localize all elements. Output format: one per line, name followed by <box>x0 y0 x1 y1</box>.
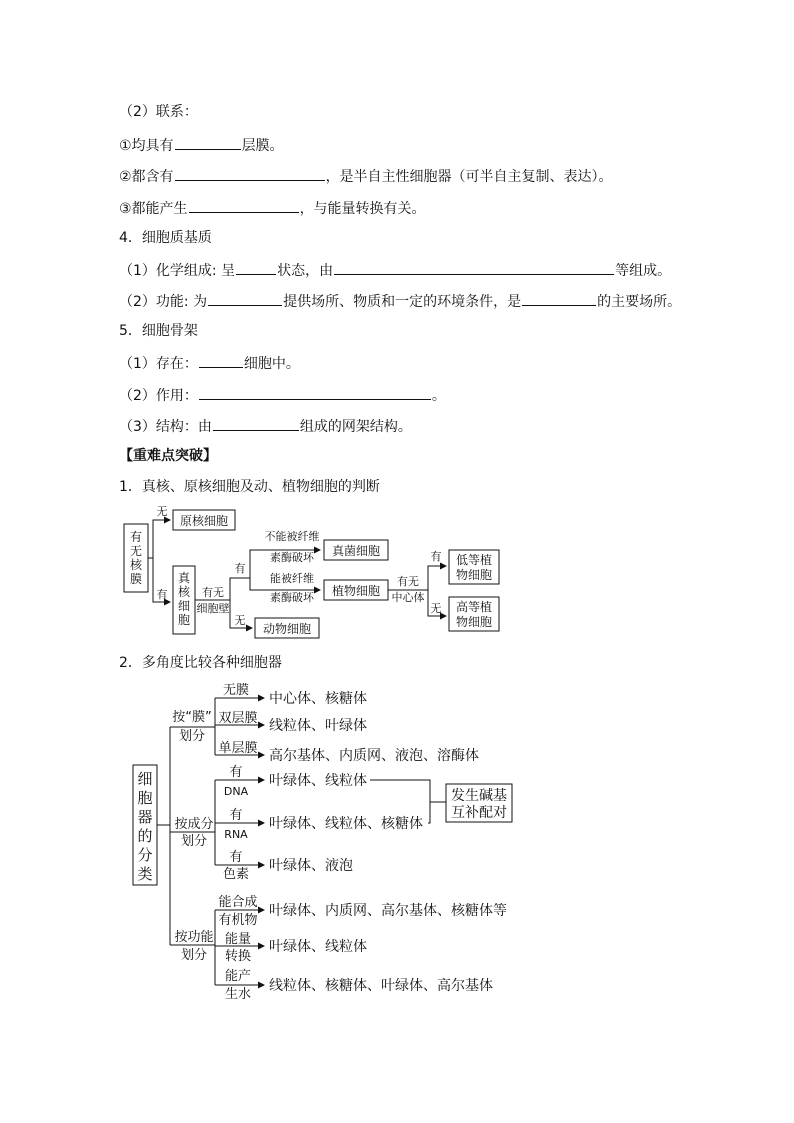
group-composition: 按成分 <box>174 817 214 832</box>
root-label: 胞 <box>137 789 153 807</box>
answer-blank[interactable] <box>199 353 243 368</box>
prokaryote-label: 原核细胞 <box>179 514 229 528</box>
label: 膜 <box>129 572 143 586</box>
can-label: 素酶破坏 <box>270 591 314 604</box>
answer-blank[interactable] <box>208 291 282 306</box>
label-yes: 有 <box>234 562 246 575</box>
branch-label: RNA <box>224 828 248 841</box>
section-title-link: （2）联系： <box>119 104 198 120</box>
root-label: 的 <box>137 827 153 845</box>
base-pairing-label: 互补配对 <box>451 805 507 821</box>
cell-type-flowchart <box>0 500 794 650</box>
label: 有 <box>129 530 143 544</box>
label-no: 无 <box>234 614 246 627</box>
label-no: 无 <box>430 602 442 615</box>
group-membrane: 划分 <box>178 729 206 744</box>
subheading-1: 1．真核、原核细胞及动、植物细胞的判断 <box>119 479 380 495</box>
organelle-list: 线粒体、叶绿体 <box>269 718 367 734</box>
key-points-heading: 【重难点突破】 <box>119 448 217 464</box>
lower-plant-label: 物细胞 <box>455 568 493 582</box>
organelle-list: 高尔基体、内质网、液泡、溶酶体 <box>269 748 479 764</box>
organelle-list: 线粒体、核糖体、叶绿体、高尔基体 <box>269 978 493 994</box>
higher-plant-label: 高等植 <box>455 600 493 614</box>
branch-label: 无膜 <box>222 683 250 698</box>
organelle-list: 叶绿体、线粒体 <box>269 773 367 789</box>
base-pairing-label: 发生碱基 <box>451 788 507 804</box>
answer-blank[interactable] <box>522 291 596 306</box>
organelle-list: 叶绿体、内质网、高尔基体、核糖体等 <box>269 903 507 919</box>
question-line: ②都含有 ，是半自主性细胞器（可半自主复制、表达）。 <box>119 166 613 186</box>
group-function: 划分 <box>180 948 208 963</box>
section-heading: 4．细胞质基质 <box>119 230 212 246</box>
label-yes: 有 <box>430 550 442 563</box>
answer-blank[interactable] <box>175 166 325 181</box>
root-label: 细 <box>137 770 153 788</box>
lower-plant-label: 低等植 <box>455 553 493 567</box>
answer-blank[interactable] <box>175 135 241 150</box>
subheading-2: 2．多角度比较各种细胞器 <box>119 655 282 671</box>
label: 核 <box>177 585 191 599</box>
answer-blank[interactable] <box>189 198 299 213</box>
question-line: （3）结构：由 组成的网架结构。 <box>119 416 412 436</box>
question-line: （2）作用： 。 <box>119 385 446 405</box>
branch-label: 单层膜 <box>218 741 258 756</box>
group-composition: 划分 <box>180 834 208 849</box>
branch-label: 双层膜 <box>218 711 258 726</box>
branch-label: 能量 <box>224 932 252 947</box>
label: 真 <box>177 571 191 585</box>
question-line: ③都能产生 ，与能量转换有关。 <box>119 198 426 218</box>
organelle-list: 叶绿体、液泡 <box>269 858 353 874</box>
organelle-classification-diagram <box>0 680 794 1010</box>
branch-label: 有 <box>229 765 243 780</box>
answer-blank[interactable] <box>236 260 276 275</box>
label: 核 <box>129 558 143 572</box>
answer-blank[interactable] <box>199 385 431 400</box>
label: 细 <box>177 599 191 613</box>
group-function: 按功能 <box>174 930 214 945</box>
plant-label: 植物细胞 <box>331 584 381 598</box>
branch-label: DNA <box>223 785 249 798</box>
answer-blank[interactable] <box>334 260 614 275</box>
question-line: （1）存在： 细胞中。 <box>119 353 300 373</box>
section-heading: 5．细胞骨架 <box>119 323 198 339</box>
branch-label: 能产 <box>224 969 252 984</box>
branch-label: 有机物 <box>218 913 258 928</box>
label-no: 无 <box>156 505 168 518</box>
label: 胞 <box>177 613 191 627</box>
organelle-list: 叶绿体、线粒体、核糖体 <box>269 816 423 832</box>
label: 无 <box>129 544 143 558</box>
centrosome-question: 中心体 <box>391 591 425 604</box>
branch-label: 有 <box>229 808 243 823</box>
connector <box>230 578 250 600</box>
organelle-list: 叶绿体、线粒体 <box>269 939 367 955</box>
label-yes: 有 <box>156 588 168 601</box>
wall-question: 有无 <box>202 586 224 599</box>
branch-label: 有 <box>229 850 243 865</box>
cannot-label: 不能被纤维 <box>264 530 320 543</box>
centrosome-question: 有无 <box>397 575 419 588</box>
animal-label: 动物细胞 <box>262 622 312 636</box>
branch-label: 转换 <box>224 949 252 964</box>
group-membrane: 按“膜” <box>172 710 212 725</box>
question-line: （2）功能: 为 提供场所、物质和一定的环境条件，是 的主要场所。 <box>119 291 681 311</box>
can-label: 能被纤维 <box>270 572 314 585</box>
wall-question: 细胞壁 <box>196 602 230 615</box>
cannot-label: 素酶破坏 <box>270 551 314 564</box>
root-label: 分 <box>137 846 153 864</box>
answer-blank[interactable] <box>213 416 299 431</box>
branch-label: 能合成 <box>218 895 258 910</box>
organelle-list: 中心体、核糖体 <box>269 691 367 707</box>
branch-label: 生水 <box>224 987 252 1002</box>
arrow-lower <box>428 566 446 590</box>
branch-label: 色素 <box>222 867 250 882</box>
fungus-label: 真菌细胞 <box>331 544 381 558</box>
root-label: 类 <box>137 865 153 883</box>
question-line: （1）化学组成: 呈 状态，由 等组成。 <box>119 260 671 280</box>
higher-plant-label: 物细胞 <box>455 615 493 629</box>
root-label: 器 <box>137 808 153 826</box>
arrow-none <box>148 520 170 558</box>
question-line: ①均具有 层膜。 <box>119 135 284 155</box>
